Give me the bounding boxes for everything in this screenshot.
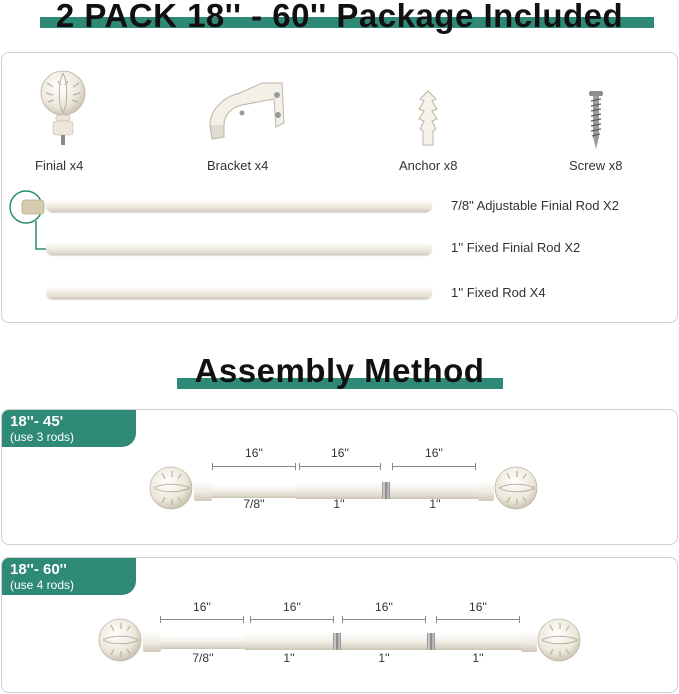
range-badge <box>2 558 136 595</box>
rod-size-label: 1'' <box>429 497 441 511</box>
fixed-rod-label: 1'' Fixed Rod X4 <box>451 285 546 300</box>
fixed-rod <box>46 286 432 299</box>
fixed-rod-segment <box>435 633 521 650</box>
left-collar <box>143 632 161 652</box>
rod-size-label: 7/8'' <box>243 497 265 511</box>
segment-length: 16'' <box>331 446 349 460</box>
screw-icon <box>586 89 606 151</box>
rods-note: (use 3 rods) <box>10 430 75 444</box>
segment-dimension-line <box>342 619 426 620</box>
package-panel <box>1 52 678 323</box>
rod-size-label: 1'' <box>333 497 345 511</box>
segment-dimension-line <box>212 466 296 467</box>
right-finial <box>534 617 584 663</box>
segment-dimension-line <box>392 466 476 467</box>
segment-length: 16'' <box>469 600 487 614</box>
finial-icon <box>38 69 88 141</box>
segment-length: 16'' <box>425 446 443 460</box>
anchor-icon <box>416 89 440 149</box>
bracket-label: Bracket x4 <box>207 158 269 173</box>
rod-size-label: 1'' <box>378 651 390 665</box>
fixed-finial-rod-label: 1'' Fixed Finial Rod X2 <box>451 240 581 255</box>
rod-size-label: 1'' <box>472 651 484 665</box>
bracket-icon <box>202 79 288 149</box>
fixed-rod-segment <box>245 633 333 650</box>
rod-size-label: 7/8'' <box>192 651 214 665</box>
left-finial <box>148 465 198 511</box>
fixed-finial-rod <box>46 242 432 255</box>
anchor-label: Anchor x8 <box>399 158 458 173</box>
assembly-config-1 <box>1 409 678 545</box>
segment-length: 16'' <box>375 600 393 614</box>
segment-dimension-line <box>436 619 520 620</box>
finial-label: Finial x4 <box>35 158 84 173</box>
assembly-config-2 <box>1 557 678 693</box>
segment-dimension-line <box>160 619 244 620</box>
assembly-title: Assembly Method <box>194 352 485 389</box>
adjustable-finial-rod <box>46 199 432 212</box>
assembly-heading <box>0 352 679 390</box>
screw-label: Screw x8 <box>569 158 623 173</box>
rod-connector <box>382 482 390 499</box>
rods-note: (use 4 rods) <box>10 578 75 592</box>
left-collar <box>194 481 212 501</box>
right-finial <box>491 465 541 511</box>
rod-connector <box>333 633 341 650</box>
adjustable-rod-segment <box>161 635 245 649</box>
segment-dimension-line <box>250 619 334 620</box>
fixed-rod-segment <box>341 633 427 650</box>
range-badge <box>2 410 136 447</box>
rod-connector <box>427 633 435 650</box>
range-label: 18''- 60'' <box>10 561 67 578</box>
segment-length: 16'' <box>245 446 263 460</box>
page-title: 2 PACK 18'' - 60'' Package Included <box>55 0 624 34</box>
range-label: 18''- 45' <box>10 413 64 430</box>
header <box>0 0 679 35</box>
adjustable-rod-segment <box>212 484 296 498</box>
segment-length: 16'' <box>193 600 211 614</box>
segment-dimension-line <box>299 466 381 467</box>
rod-size-label: 1'' <box>283 651 295 665</box>
left-finial <box>97 617 147 663</box>
segment-length: 16'' <box>283 600 301 614</box>
adjustable-rod-label: 7/8" Adjustable Finial Rod X2 <box>451 198 619 213</box>
